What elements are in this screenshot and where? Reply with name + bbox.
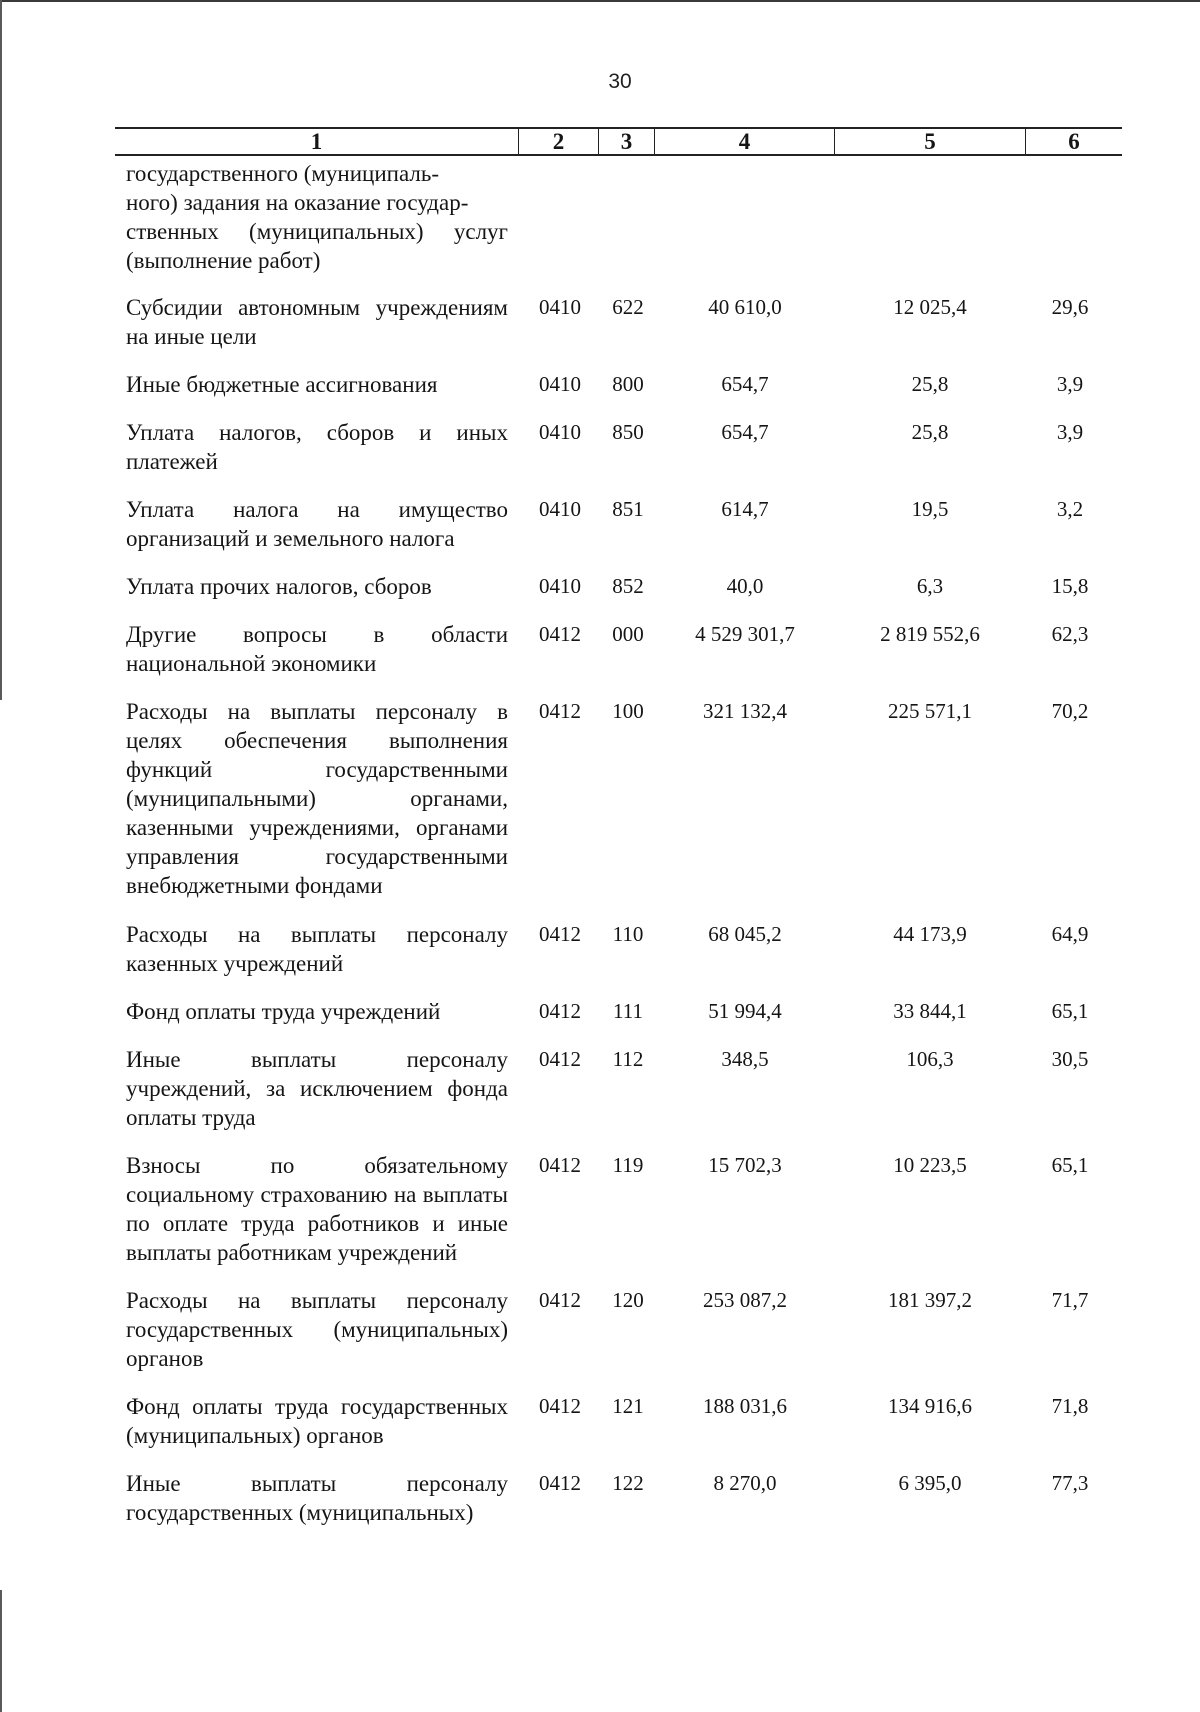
row-planned-amount: 51 994,4 <box>708 999 782 1023</box>
row-planned-amount: 348,5 <box>721 1047 769 1071</box>
row-description: Расходы на выплаты персоналу казенных учреждений <box>126 922 508 976</box>
header-col-5: 5 <box>924 129 936 154</box>
row-actual-amount: 25,8 <box>911 420 949 444</box>
header-col-6: 6 <box>1068 129 1080 154</box>
row-description: Субсидии автономным учреждениям на иные цели <box>126 295 508 349</box>
header-col-3: 3 <box>620 129 633 154</box>
row-section-code: 0412 <box>539 1153 581 1177</box>
row-expense-type-code: 851 <box>612 497 644 521</box>
continued-line: (выполнение работ) <box>126 248 321 273</box>
row-section-code: 0410 <box>539 372 581 396</box>
scan-edge-top <box>0 0 1200 2</box>
row-description: Взносы по обязательному социальному страхованию на выплаты по оплате труда работников и иные выплаты работникам учреждений <box>126 1153 508 1265</box>
continued-line: государственного (муниципаль- <box>126 161 440 186</box>
row-expense-type-code: 121 <box>612 1394 644 1418</box>
header-col-2: 2 <box>552 129 565 154</box>
row-percent: 3,9 <box>1056 420 1084 444</box>
row-section-code: 0412 <box>539 922 581 946</box>
row-actual-amount: 106,3 <box>906 1047 954 1071</box>
row-expense-type-code: 850 <box>612 420 644 444</box>
row-actual-amount: 6,3 <box>916 574 944 598</box>
row-expense-type-code: 622 <box>612 295 644 319</box>
row-actual-amount: 33 844,1 <box>893 999 967 1023</box>
row-section-code: 0412 <box>539 622 581 646</box>
page-number: 30 <box>608 70 632 93</box>
header-col-4: 4 <box>738 129 751 154</box>
row-section-code: 0410 <box>539 295 581 319</box>
row-actual-amount: 25,8 <box>911 372 949 396</box>
row-description: Фонд оплаты труда государственных (муниципальных) органов <box>126 1394 508 1448</box>
row-actual-amount: 2 819 552,6 <box>880 622 980 646</box>
table-header <box>115 127 1122 155</box>
row-planned-amount: 614,7 <box>721 497 769 521</box>
header-col-1: 1 <box>310 129 323 154</box>
row-expense-type-code: 120 <box>612 1288 644 1312</box>
row-section-code: 0410 <box>539 420 581 444</box>
row-expense-type-code: 119 <box>612 1153 644 1177</box>
row-actual-amount: 44 173,9 <box>893 922 967 946</box>
row-percent: 71,7 <box>1051 1288 1089 1312</box>
row-description: Иные выплаты персоналу учреждений, за исключением фонда оплаты труда <box>126 1047 508 1130</box>
row-planned-amount: 654,7 <box>721 372 769 396</box>
continued-line: ного) задания на оказание государ- <box>126 190 469 215</box>
row-expense-type-code: 110 <box>612 922 644 946</box>
row-section-code: 0412 <box>539 699 581 723</box>
row-section-code: 0412 <box>539 1394 581 1418</box>
row-percent: 29,6 <box>1051 295 1089 319</box>
row-planned-amount: 40,0 <box>726 574 764 598</box>
row-description: Уплата прочих налогов, сборов <box>126 574 432 599</box>
row-planned-amount: 253 087,2 <box>703 1288 787 1312</box>
row-percent: 65,1 <box>1051 1153 1089 1177</box>
row-actual-amount: 181 397,2 <box>888 1288 972 1312</box>
row-description: Фонд оплаты труда учреждений <box>126 999 441 1024</box>
row-planned-amount: 188 031,6 <box>703 1394 787 1418</box>
row-actual-amount: 225 571,1 <box>888 699 972 723</box>
row-planned-amount: 654,7 <box>721 420 769 444</box>
row-section-code: 0410 <box>539 574 581 598</box>
row-percent: 71,8 <box>1051 1394 1089 1418</box>
row-percent: 64,9 <box>1051 922 1089 946</box>
row-percent: 62,3 <box>1051 622 1089 646</box>
row-actual-amount: 12 025,4 <box>893 295 967 319</box>
continued-line: ственных (муниципальных) услуг <box>126 219 508 244</box>
row-section-code: 0412 <box>539 1047 581 1071</box>
scan-edge-left <box>0 0 2 700</box>
row-expense-type-code: 000 <box>612 622 644 646</box>
header-bottom-rule <box>115 154 1122 156</box>
row-actual-amount: 19,5 <box>911 497 949 521</box>
row-percent: 65,1 <box>1051 999 1089 1023</box>
row-planned-amount: 8 270,0 <box>713 1471 777 1495</box>
row-percent: 3,2 <box>1056 497 1084 521</box>
row-percent: 3,9 <box>1056 372 1084 396</box>
row-description: Расходы на выплаты персоналу государственных (муниципальных) органов <box>126 1288 508 1371</box>
row-section-code: 0412 <box>539 1471 581 1495</box>
row-expense-type-code: 122 <box>612 1471 644 1495</box>
row-actual-amount: 134 916,6 <box>888 1394 972 1418</box>
row-planned-amount: 40 610,0 <box>708 295 782 319</box>
row-expense-type-code: 852 <box>612 574 644 598</box>
row-percent: 77,3 <box>1051 1471 1089 1495</box>
row-percent: 30,5 <box>1051 1047 1089 1071</box>
row-expense-type-code: 800 <box>612 372 644 396</box>
scan-edge-left-lower <box>0 1590 2 1712</box>
row-description: Иные бюджетные ассигнования <box>126 372 438 397</box>
row-expense-type-code: 111 <box>613 999 643 1023</box>
row-description: Другие вопросы в области национальной экономики <box>126 622 508 676</box>
row-section-code: 0412 <box>539 999 581 1023</box>
row-planned-amount: 4 529 301,7 <box>695 622 795 646</box>
row-description: Уплата налогов, сборов и иных платежей <box>126 420 508 474</box>
row-section-code: 0410 <box>539 497 581 521</box>
row-planned-amount: 68 045,2 <box>708 922 782 946</box>
row-section-code: 0412 <box>539 1288 581 1312</box>
row-percent: 70,2 <box>1051 699 1089 723</box>
row-expense-type-code: 100 <box>612 699 644 723</box>
row-actual-amount: 6 395,0 <box>898 1471 962 1495</box>
row-planned-amount: 15 702,3 <box>708 1153 782 1177</box>
row-percent: 15,8 <box>1051 574 1089 598</box>
continued-description <box>126 159 508 275</box>
row-description: Уплата налога на имущество организаций и земельного налога <box>126 497 508 551</box>
row-description: Расходы на выплаты персоналу в целях обеспечения выполнения функций государственными (муниципальными) органами, казенными учреждениями, органами управления государственными внебюджетными фондами <box>126 699 508 898</box>
row-planned-amount: 321 132,4 <box>703 699 787 723</box>
row-expense-type-code: 112 <box>612 1047 644 1071</box>
row-actual-amount: 10 223,5 <box>893 1153 967 1177</box>
row-description: Иные выплаты персоналу государственных (муниципальных) <box>126 1471 508 1525</box>
